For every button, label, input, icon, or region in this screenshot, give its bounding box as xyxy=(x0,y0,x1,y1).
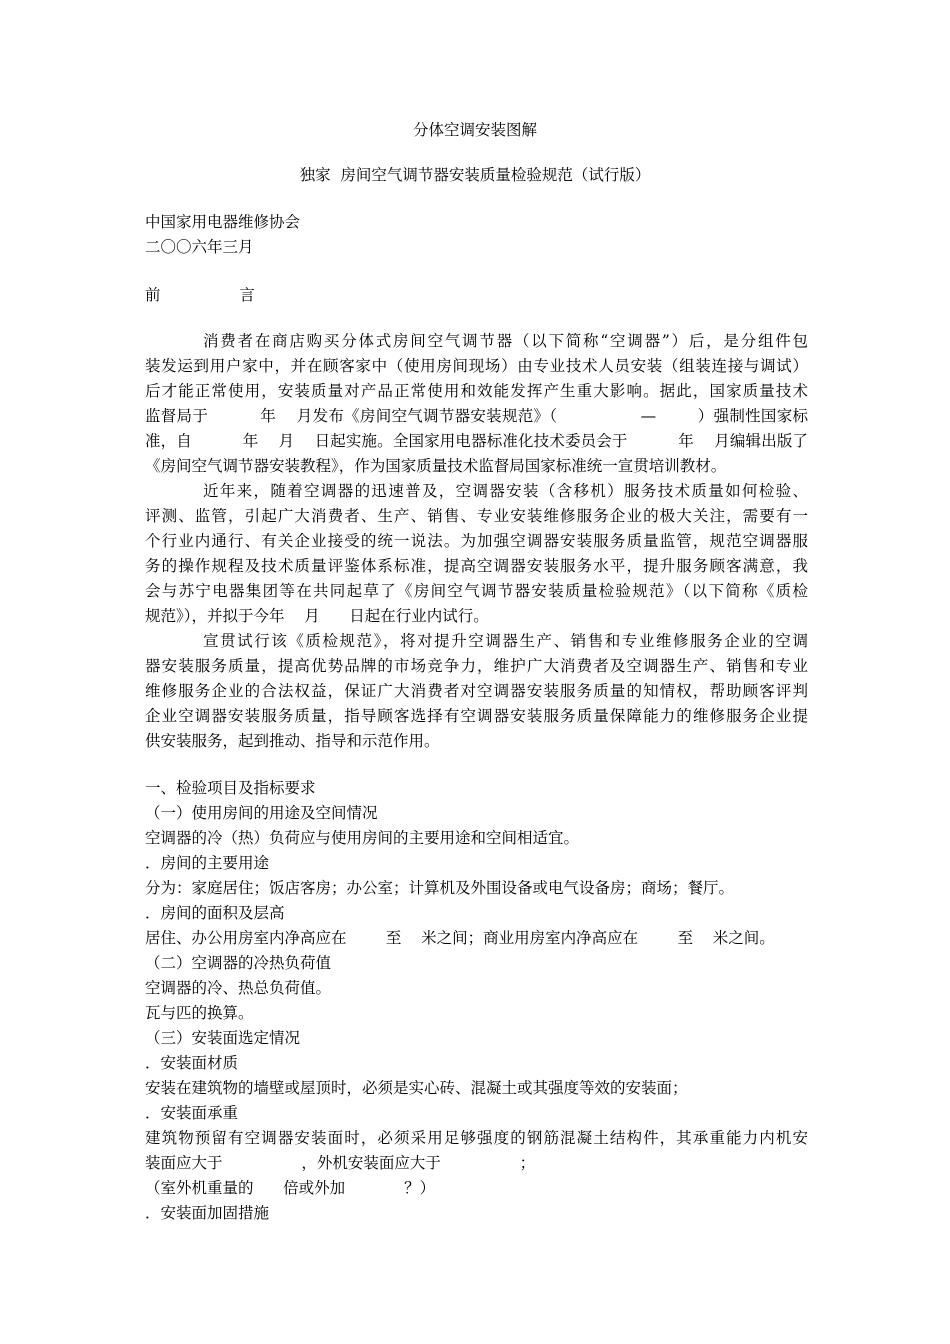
document-subtitle: 独家 房间空气调节器安装质量检验规范（试行版） xyxy=(299,166,651,184)
paragraph-line: 《房间空气调节器安装教程》，作为国家质量技术监督局国家标准统一宣贯培训教材。 xyxy=(145,457,727,475)
section-text: （室外机重量的 倍或外加 ？） xyxy=(145,1179,436,1197)
paragraph-line: 企业空调器安装服务质量，指导顾客选择有空调器安装服务质量保障能力的维修服务企业提 xyxy=(145,707,808,725)
paragraph-line: 准，自 年 月 日起实施。全国家用电器标准化技术委员会于 年 月编辑出版了 xyxy=(145,432,808,450)
publish-date: 二〇〇六年三月 xyxy=(145,238,254,256)
paragraph-line: 宣贯试行该《质检规范》，将对提升空调器生产、销售和专业维修服务企业的空调 xyxy=(203,632,808,650)
organization-name: 中国家用电器维修协会 xyxy=(145,213,301,231)
subsection-heading: （三）安装面选定情况 xyxy=(145,1029,301,1047)
paragraph-line: 规范》），并拟于今年 月 日起在行业内试行。 xyxy=(145,607,489,625)
paragraph-line: 近年来，随着空调器的迅速普及，空调器安装（含移机）服务技术质量如何检验、 xyxy=(203,482,808,500)
section-text: 瓦与匹的换算。 xyxy=(145,1004,254,1022)
section-text: 装面应大于 ，外机安装面应大于 ； xyxy=(145,1154,536,1172)
section-text: 空调器的冷（热）负荷应与使用房间的主要用途和空间相适宜。 xyxy=(145,829,580,847)
subsection-heading: （二）空调器的冷热负荷值 xyxy=(145,954,332,972)
paragraph-line: 维修服务企业的合法权益，保证广大消费者对空调器安装服务质量的知情权，帮助顾客评判 xyxy=(145,682,808,700)
item-heading: ．安装面承重 xyxy=(145,1104,239,1122)
section-text: 空调器的冷、热总负荷值。 xyxy=(145,979,332,997)
document-title: 分体空调安装图解 xyxy=(412,121,537,139)
preface-heading: 前 言 xyxy=(145,286,255,304)
paragraph-line: 监督局于 年 月发布《房间空气调节器安装规范》（ — ）强制性国家标 xyxy=(145,407,808,425)
item-heading: ．安装面加固措施 xyxy=(145,1204,270,1222)
paragraph-line: 器安装服务质量，提高优势品牌的市场竞争力，维护广大消费者及空调器生产、销售和专业 xyxy=(145,657,808,675)
paragraph-line: 供安装服务，起到推动、指导和示范作用。 xyxy=(145,732,440,750)
paragraph-line: 会与苏宁电器集团等在共同起草了《房间空气调节器安装质量检验规范》（以下简称《质检 xyxy=(145,582,808,600)
section-text: 安装在建筑物的墙壁或屋顶时，必须是实心砖、混凝土或其强度等效的安装面； xyxy=(145,1079,688,1097)
paragraph-line: 个行业内通行、有关企业接受的统一说法。为加强空调器安装服务质量监管，规范空调器服 xyxy=(145,532,808,550)
paragraph-line: 务的操作规程及技术质量评鉴体系标准，提高空调器安装服务水平，提升服务顾客满意，我 xyxy=(145,557,808,575)
section-text: 建筑物预留有空调器安装面时，必须采用足够强度的钢筋混凝土结构件，其承重能力内机安 xyxy=(145,1129,808,1147)
subsection-heading: （一）使用房间的用途及空间情况 xyxy=(145,804,378,822)
paragraph-line: 消费者在商店购买分体式房间空气调节器（以下简称“空调器”）后，是分组件包 xyxy=(203,332,808,350)
item-heading: ．房间的面积及层高 xyxy=(145,904,285,922)
item-heading: ．房间的主要用途 xyxy=(145,854,270,872)
section-text: 居住、办公用房室内净高应在 至 米之间；商业用房室内净高应在 至 米之间。 xyxy=(145,929,775,947)
section-heading: 一、检验项目及指标要求 xyxy=(145,779,316,797)
item-heading: ．安装面材质 xyxy=(145,1054,239,1072)
paragraph-line: 评测、监管，引起广大消费者、生产、销售、专业安装维修服务企业的极大关注，需要有一 xyxy=(145,507,808,525)
paragraph-line: 后才能正常使用，安装质量对产品正常使用和效能发挥产生重大影响。据此，国家质量技术 xyxy=(145,382,808,400)
paragraph-line: 装发运到用户家中，并在顾客家中（使用房间现场）由专业技术人员安装（组装连接与调试） xyxy=(145,357,808,375)
section-text: 分为：家庭居住；饭店客房；办公室；计算机及外围设备或电气设备房；商场；餐厅。 xyxy=(145,879,735,897)
